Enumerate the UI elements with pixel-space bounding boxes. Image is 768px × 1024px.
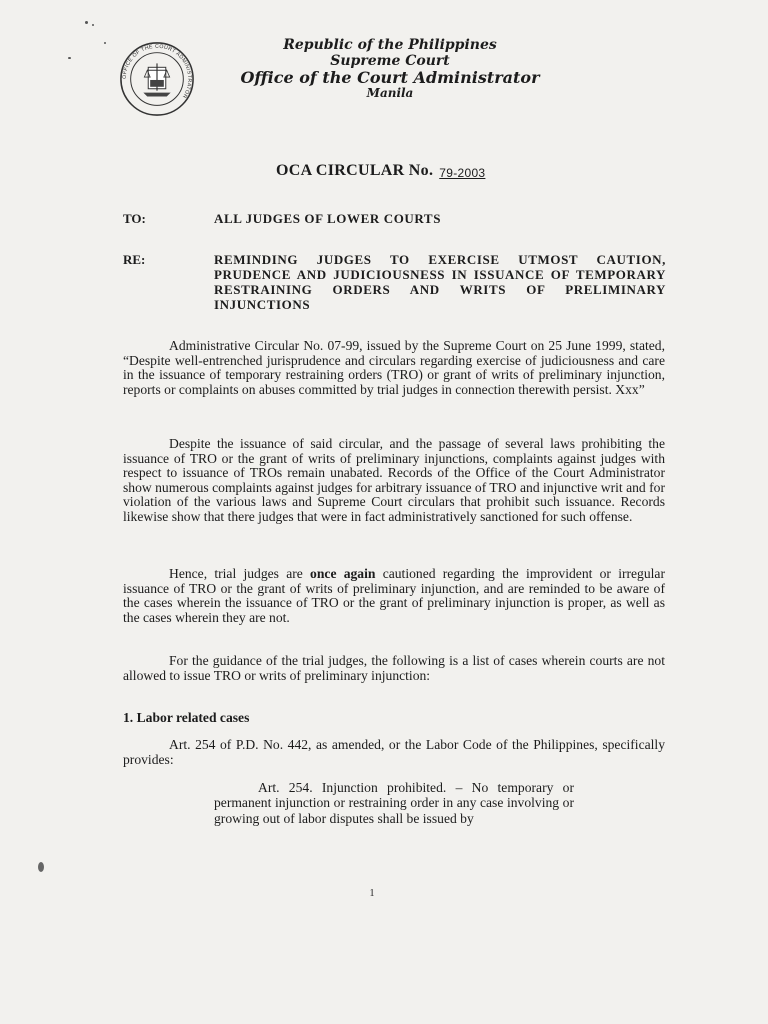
paragraph-2: [123, 437, 665, 524]
re-label: RE:: [123, 252, 146, 267]
to-label: TO:: [123, 211, 146, 226]
scan-speck: [85, 21, 88, 24]
re-subject: REMINDING JUDGES TO EXERCISE UTMOST CAUTION, PRUDENCE AND JUDICIOUSNESS IN ISSUANCE OF TEMPORARY RESTRAINING ORDERS AND WRITS OF PRELIMINARY INJUNCTIONS: [214, 252, 666, 312]
page-number: 1: [369, 888, 375, 899]
scan-speck: [68, 57, 71, 59]
paragraph-3-rest: cautioned regarding the improvident or irregular issuance of TRO or the grant of writs of preliminary injunction, and are reminded to be aware of the cases wherein the issuance of TRO or the grant of preliminary injunction is proper, as well as the cases wherein they are not.: [123, 566, 665, 625]
letterhead-supreme-court: Supreme Court: [330, 52, 450, 69]
paragraph-1: [123, 339, 665, 397]
circular-number: 79-2003: [439, 166, 486, 180]
letterhead-office: Office of the Court Administrator: [240, 68, 540, 88]
block-quote-text: Art. 254. Injunction prohibited. – No temporary or permanent injunction or restraining order in any case involving or growing out of labor disputes shall be issued by: [214, 780, 574, 826]
letterhead-city: Manila: [366, 86, 414, 101]
svg-text:OFFICE OF THE COURT ADMINISTRA: OFFICE OF THE COURT ADMINISTRATOR: [121, 43, 193, 100]
block-quote-art-254: [214, 780, 574, 826]
paragraph-3-emphasis: once again: [310, 566, 376, 581]
paragraph-5: [123, 738, 665, 767]
paragraph-4: [123, 654, 665, 683]
section-heading-labor: 1. Labor related cases: [123, 710, 250, 725]
circular-title-text: OCA CIRCULAR No.: [276, 162, 434, 179]
to-value: ALL JUDGES OF LOWER COURTS: [214, 211, 442, 226]
paragraph-3-lead: Hence, trial judges are: [169, 566, 311, 581]
circular-title: [276, 162, 485, 180]
letterhead: [220, 38, 560, 101]
paragraph-3-text: [123, 567, 665, 625]
scan-speck: [104, 42, 106, 44]
paragraph-3: [123, 567, 665, 625]
scan-speck: [92, 24, 94, 26]
letterhead-republic: Republic of the Philippines: [283, 37, 497, 53]
paragraph-4-text: For the guidance of the trial judges, the following is a list of cases wherein courts are not allowed to issue TRO or writs of preliminary injunction:: [123, 653, 665, 683]
paragraph-5-text: Art. 254 of P.D. No. 442, as amended, or the Labor Code of the Philippines, specifically provides:: [123, 737, 665, 767]
paragraph-1-text: Administrative Circular No. 07-99, issued by the Supreme Court on 25 June 1999, stated, “Despite well-entrenched jurisprudence and circulars regarding exercise of judiciousness and care in the issuance of temporary restraining orders (TRO) or grant of writs of preliminary injunction, reports or complaints on abuses committed by trial judges in connection therewith persist. Xxx”: [123, 338, 665, 397]
court-seal-logo: [118, 40, 196, 118]
scan-speck: [38, 862, 44, 872]
paragraph-2-text: Despite the issuance of said circular, and the passage of several laws prohibiting the issuance of TRO or the grant of writs of preliminary injunctions, complaints against judges with respect to issuance of TROs remain unabated. Records of the Office of the Court Administrator show numerous complaints against judges for arbitrary issuance of TRO and injunctive writ and for violation of the various laws and Supreme Court circulars that prohibit such issuance. Records likewise show that there judges that were in fact administratively sanctioned for such offense.: [123, 436, 665, 524]
